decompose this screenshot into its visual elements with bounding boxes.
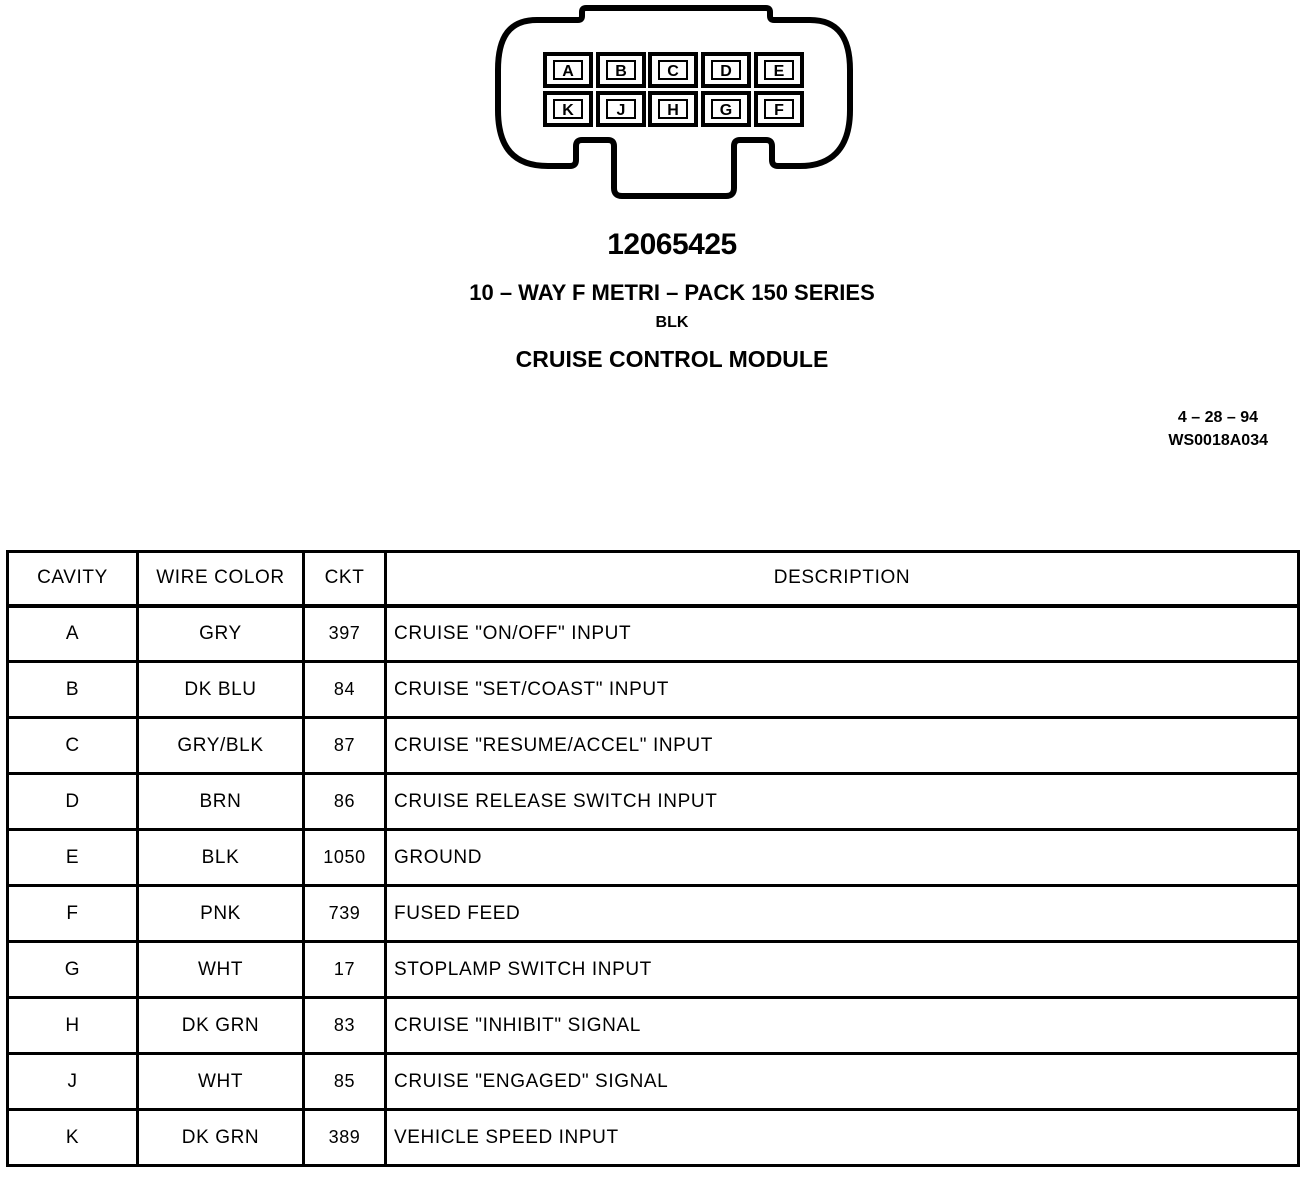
cell-ckt: 739 xyxy=(304,886,386,942)
cell-description: CRUISE "RESUME/ACCEL" INPUT xyxy=(386,718,1299,774)
cell-cavity: H xyxy=(8,998,138,1054)
table-row xyxy=(8,942,1299,998)
connector-type: 10 – WAY F METRI – PACK 150 SERIES xyxy=(469,280,875,305)
cavity-label: K xyxy=(562,102,574,119)
table-header-row xyxy=(8,552,1299,606)
cell-description: CRUISE "ON/OFF" INPUT xyxy=(386,606,1299,662)
cell-description: CRUISE "ENGAGED" SIGNAL xyxy=(386,1054,1299,1110)
cavity-label: B xyxy=(615,63,627,80)
part-number: 12065425 xyxy=(607,228,737,261)
cavity-label: D xyxy=(720,63,732,80)
connector-color: BLK xyxy=(655,314,689,331)
cell-wire-color: PNK xyxy=(138,886,304,942)
cell-wire-color: GRY/BLK xyxy=(138,718,304,774)
cell-cavity: C xyxy=(8,718,138,774)
cell-description: CRUISE RELEASE SWITCH INPUT xyxy=(386,774,1299,830)
table-row xyxy=(8,774,1299,830)
cell-description: CRUISE "SET/COAST" INPUT xyxy=(386,662,1299,718)
table-row xyxy=(8,662,1299,718)
cavity-row-top xyxy=(545,54,802,86)
cell-wire-color: WHT xyxy=(138,942,304,998)
cell-ckt: 85 xyxy=(304,1054,386,1110)
cavity-label: H xyxy=(667,102,679,119)
cavity-label: A xyxy=(562,63,574,80)
cell-ckt: 397 xyxy=(304,606,386,662)
cavity-g xyxy=(703,93,749,125)
cell-description: FUSED FEED xyxy=(386,886,1299,942)
cavity-e xyxy=(756,54,802,86)
cell-wire-color: GRY xyxy=(138,606,304,662)
cell-wire-color: DK GRN xyxy=(138,1110,304,1166)
cell-ckt: 86 xyxy=(304,774,386,830)
cavity-label: E xyxy=(773,63,785,80)
cell-description: STOPLAMP SWITCH INPUT xyxy=(386,942,1299,998)
header-wire-color: WIRE COLOR xyxy=(138,552,304,606)
table-row xyxy=(8,718,1299,774)
table-row xyxy=(8,1110,1299,1166)
cell-description: GROUND xyxy=(386,830,1299,886)
cell-ckt: 84 xyxy=(304,662,386,718)
cavity-d xyxy=(703,54,749,86)
header-description: DESCRIPTION xyxy=(386,552,1299,606)
cell-wire-color: DK GRN xyxy=(138,998,304,1054)
cell-wire-color: BRN xyxy=(138,774,304,830)
reference-date: 4 – 28 – 94 xyxy=(1177,409,1258,426)
table-row xyxy=(8,1054,1299,1110)
cavity-label: C xyxy=(667,63,679,80)
cell-ckt: 389 xyxy=(304,1110,386,1166)
header-cavity: CAVITY xyxy=(8,552,138,606)
cell-cavity: E xyxy=(8,830,138,886)
cell-cavity: F xyxy=(8,886,138,942)
cavity-label: F xyxy=(774,102,784,119)
table-row xyxy=(8,998,1299,1054)
connector-diagram xyxy=(0,0,1312,210)
cell-cavity: J xyxy=(8,1054,138,1110)
cell-wire-color: WHT xyxy=(138,1054,304,1110)
cell-cavity: K xyxy=(8,1110,138,1166)
reference-code: WS0018A034 xyxy=(1168,432,1268,449)
cavity-c xyxy=(650,54,696,86)
cavity-label: J xyxy=(616,102,626,119)
cavity-j xyxy=(598,93,644,125)
cavity-k xyxy=(545,93,591,125)
pinout-table xyxy=(6,550,1300,1167)
cell-ckt: 87 xyxy=(304,718,386,774)
cavity-b xyxy=(598,54,644,86)
cavity-a xyxy=(545,54,591,86)
cell-wire-color: BLK xyxy=(138,830,304,886)
cell-cavity: G xyxy=(8,942,138,998)
cell-cavity: D xyxy=(8,774,138,830)
cell-cavity: B xyxy=(8,662,138,718)
cell-ckt: 83 xyxy=(304,998,386,1054)
cavity-f xyxy=(756,93,802,125)
cell-ckt: 1050 xyxy=(304,830,386,886)
cavity-row-bottom xyxy=(545,93,802,125)
cell-description: CRUISE "INHIBIT" SIGNAL xyxy=(386,998,1299,1054)
table-row xyxy=(8,606,1299,662)
cell-ckt: 17 xyxy=(304,942,386,998)
component-name: CRUISE CONTROL MODULE xyxy=(515,346,829,372)
cavity-label: G xyxy=(719,102,733,119)
cell-wire-color: DK BLU xyxy=(138,662,304,718)
cavity-h xyxy=(650,93,696,125)
cell-cavity: A xyxy=(8,606,138,662)
table-row xyxy=(8,830,1299,886)
table-row xyxy=(8,886,1299,942)
cell-description: VEHICLE SPEED INPUT xyxy=(386,1110,1299,1166)
header-ckt: CKT xyxy=(304,552,386,606)
